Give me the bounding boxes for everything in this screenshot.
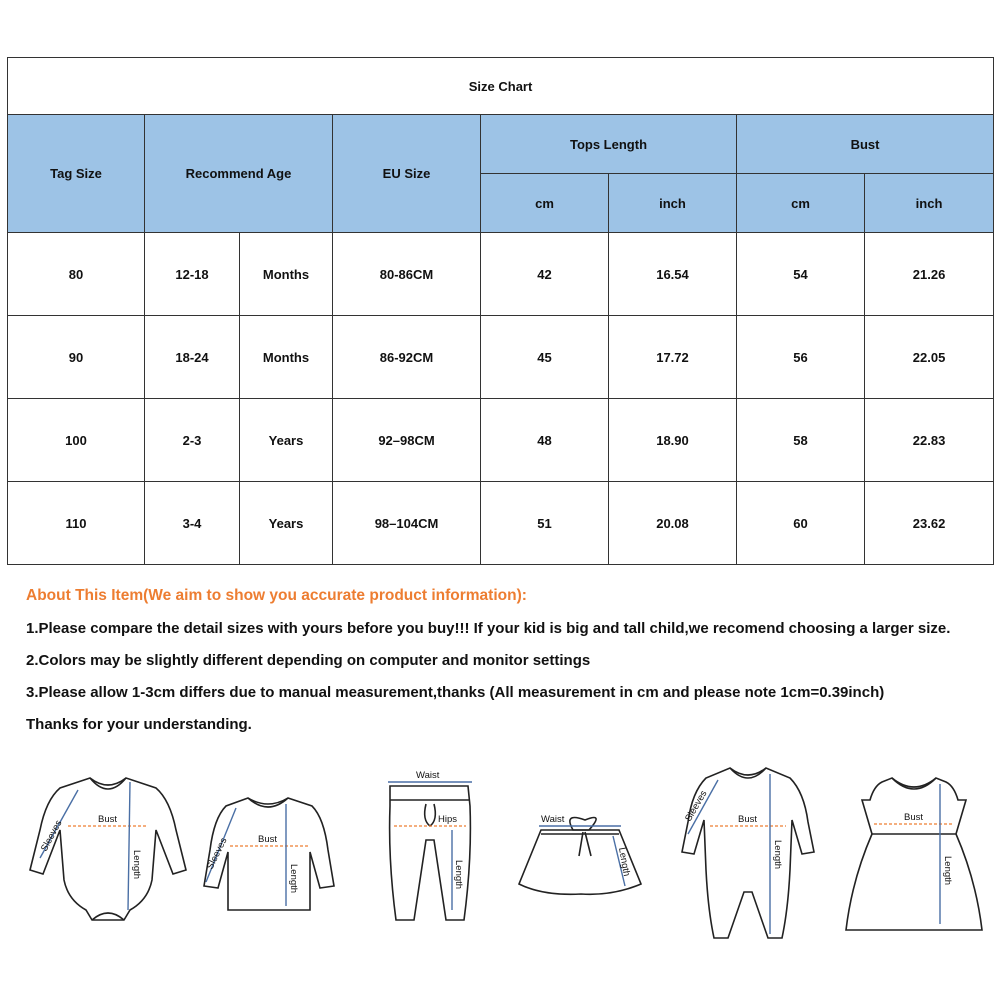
cell-bust-cm: 56 bbox=[737, 316, 865, 399]
cell-age-unit: Years bbox=[240, 399, 333, 482]
table-row bbox=[8, 233, 994, 316]
top-icon bbox=[200, 760, 340, 935]
length-label: Length bbox=[772, 840, 783, 870]
length-label: Length bbox=[616, 846, 632, 878]
notes-heading: About This Item(We aim to show you accurate product information): bbox=[26, 587, 527, 604]
table-row bbox=[8, 399, 994, 482]
cell-bust-inch: 22.83 bbox=[865, 399, 994, 482]
cell-length-inch: 18.90 bbox=[609, 399, 737, 482]
note-item: 1.Please compare the detail sizes with yours before you buy!!! If your kid is big and tall child,we recomend choosing a larger size. bbox=[26, 620, 951, 637]
header-length-inch: inch bbox=[609, 174, 737, 233]
table-row bbox=[8, 316, 994, 399]
cell-age: 12-18 bbox=[145, 233, 240, 316]
bust-label: Bust bbox=[904, 812, 924, 823]
header-bust-inch: inch bbox=[865, 174, 994, 233]
note-item: Thanks for your understanding. bbox=[26, 716, 252, 733]
cell-age: 3-4 bbox=[145, 482, 240, 565]
bodysuit-icon bbox=[28, 760, 193, 935]
sleeves-label: Sleeves bbox=[38, 818, 65, 854]
cell-length-inch: 20.08 bbox=[609, 482, 737, 565]
cell-eu-size: 92–98CM bbox=[333, 399, 481, 482]
note-item: 2.Colors may be slightly different depending on computer and monitor settings bbox=[26, 652, 591, 669]
cell-length-inch: 17.72 bbox=[609, 316, 737, 399]
length-label: Length bbox=[942, 856, 953, 886]
header-eu-size: EU Size bbox=[333, 115, 481, 233]
cell-tag-size: 100 bbox=[8, 399, 145, 482]
cell-length-cm: 45 bbox=[481, 316, 609, 399]
cell-length-cm: 48 bbox=[481, 399, 609, 482]
cell-eu-size: 98–104CM bbox=[333, 482, 481, 565]
header-tag-size: Tag Size bbox=[8, 115, 145, 233]
bust-label: Bust bbox=[98, 814, 118, 825]
header-tops-length: Tops Length bbox=[481, 115, 737, 174]
table-row bbox=[8, 482, 994, 565]
cell-length-cm: 51 bbox=[481, 482, 609, 565]
size-chart-table bbox=[7, 57, 994, 565]
cell-eu-size: 86-92CM bbox=[333, 316, 481, 399]
hips-label: Hips bbox=[438, 814, 458, 825]
cell-bust-inch: 23.62 bbox=[865, 482, 994, 565]
sleeves-label: Sleeves bbox=[204, 836, 230, 872]
bust-label: Bust bbox=[258, 834, 278, 845]
sleeves-label: Sleeves bbox=[683, 788, 710, 824]
cell-length-inch: 16.54 bbox=[609, 233, 737, 316]
cell-age: 2-3 bbox=[145, 399, 240, 482]
cell-tag-size: 110 bbox=[8, 482, 145, 565]
header-bust-cm: cm bbox=[737, 174, 865, 233]
cell-bust-inch: 22.05 bbox=[865, 316, 994, 399]
length-label: Length bbox=[131, 850, 142, 880]
cell-tag-size: 90 bbox=[8, 316, 145, 399]
dress-icon bbox=[842, 760, 987, 940]
cell-bust-cm: 58 bbox=[737, 399, 865, 482]
romper-icon bbox=[680, 760, 820, 950]
header-length-cm: cm bbox=[481, 174, 609, 233]
length-label: Length bbox=[288, 864, 299, 894]
table-title: Size Chart bbox=[8, 58, 994, 115]
note-item: 3.Please allow 1-3cm differs due to manual measurement,thanks (All measurement in cm and please note 1cm=0.39inch) bbox=[26, 684, 885, 701]
length-label: Length bbox=[453, 860, 464, 890]
product-notes bbox=[26, 586, 986, 747]
cell-bust-cm: 60 bbox=[737, 482, 865, 565]
cell-tag-size: 80 bbox=[8, 233, 145, 316]
cell-length-cm: 42 bbox=[481, 233, 609, 316]
bust-label: Bust bbox=[738, 814, 758, 825]
waist-label: Waist bbox=[541, 814, 565, 825]
header-bust: Bust bbox=[737, 115, 994, 174]
cell-bust-inch: 21.26 bbox=[865, 233, 994, 316]
cell-age-unit: Months bbox=[240, 316, 333, 399]
cell-eu-size: 80-86CM bbox=[333, 233, 481, 316]
cell-age-unit: Months bbox=[240, 233, 333, 316]
waist-label: Waist bbox=[416, 770, 440, 781]
cell-age: 18-24 bbox=[145, 316, 240, 399]
pants-icon bbox=[380, 760, 480, 945]
tutu-skirt-icon bbox=[513, 760, 648, 945]
header-recommend-age: Recommend Age bbox=[145, 115, 333, 233]
cell-bust-cm: 54 bbox=[737, 233, 865, 316]
cell-age-unit: Years bbox=[240, 482, 333, 565]
